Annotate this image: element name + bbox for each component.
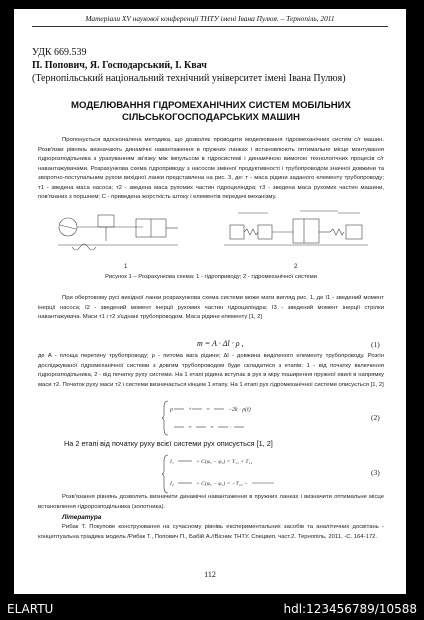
- paragraph-conclusion: Розв'язання рівнянь дозволить визначити динамічні навантаження в пружних ланках і визначити оптимальне місце встановлення гідророзподільника (золотника).: [38, 494, 384, 510]
- svg-text:=: =: [188, 425, 193, 431]
- svg-text:I₁: I₁: [170, 459, 174, 465]
- affiliation: (Тернопільський національний технічний університет імені Івана Пулюя): [32, 73, 346, 84]
- conference-header: Матеріали XV наукової конференції ТНТУ імені Івана Пулюя. – Тернопіль, 2011: [85, 14, 335, 23]
- paper-title: МОДЕЛЮВАННЯ ГІДРОМЕХАНІЧНИХ СИСТЕМ МОБІЛЬНИХ СІЛЬСЬКОГОСПОДАРСЬКИХ МАШИН: [71, 100, 351, 123]
- paragraph-rotation: При обертовому русі вихідної ланки розрахункова схема системи може мати вигляд рис. 1, де І1 - зведений момент інерції насоса; І2 - зведений момент інерції рухомих частин гідроциліндра; І3 - зведений момент інерції стрілки навантажувача. Маси т1 і т2 з'єднані трубопроводом. Маса рідини елементу [1, 2]: [38, 295, 384, 320]
- hydraulic-drive-scheme: [58, 215, 178, 250]
- svg-text:+ C(φ₂ − φ₁) = −T₁₂ −: + C(φ₂ − φ₁) = −T₁₂ −: [196, 481, 248, 487]
- svg-text:=: =: [206, 407, 211, 413]
- svg-text:+: +: [188, 407, 193, 413]
- svg-text:−2k · ρ(t): −2k · ρ(t): [228, 407, 251, 413]
- figure-caption: Рисунок 1 – Розрахункова схема: 1 - гідроприводу; 2 - гідромеханічної системи: [105, 274, 317, 280]
- svg-text:+ C(φ₁ − φ₂) = T₁₁ + T₁₂: + C(φ₁ − φ₂) = T₁₁ + T₁₂: [196, 459, 253, 465]
- equation-1: m = A · Δl · ρ ,: [197, 339, 244, 348]
- reference-item: Рибак Т. Покупове конструювання на сучасному рівнівь експериментальних засобів та аналітичних досвітань - концептуальна тріадика модель /Рибак Т., Попович П., Бабій А.//Вісник ТНТУ. Спецвип. част.2. Тернопіль, 2011. -С. 164-172.: [38, 524, 384, 540]
- udc-code: УДК 669.539: [32, 47, 87, 58]
- svg-text:I₂: I₂: [170, 481, 174, 487]
- svg-text:=: =: [210, 425, 215, 431]
- repository-name: ELARTU: [7, 602, 54, 616]
- figure-2-label: 2: [294, 264, 298, 270]
- equation-2-number: (2): [371, 413, 380, 422]
- page-number: 112: [204, 570, 216, 579]
- equation-2-system: [162, 399, 282, 437]
- references-heading: Література: [62, 514, 102, 521]
- handle-identifier[interactable]: hdl:123456789/10588: [283, 602, 417, 616]
- equation-1-number: (1): [371, 340, 380, 349]
- header-rule: [32, 26, 388, 27]
- paragraph-stages: де A - площа перетину трубопроводу; ρ - питома вага рідини; Δl - довжина виділеного елементу трубопроводу. Розгін досліджуваної гідромеханічної системи з довгим трубопроводом буде складатися з етапів: 1 - від початку включення гідророзподільника, 2 - від початку руху системи. На 1 етапі рідина вступає в рух в міру поширення пружної хвилі в напрямку маси т2. Початок руху маси т2 і системи визначається кінцем 1 етапу. На 1 етапі рух гідромеханічної системи описується [1, 2]: [38, 353, 384, 388]
- figure-schemes: [38, 205, 384, 273]
- svg-text:·: ·: [230, 425, 232, 431]
- paragraph-intro: Пропонується вдосконалена методика, що дозволяє проводити моделювання гідромеханічних систем с/г машин. Розв'язки рівнянь визначають динамічні навантаження в пружних ланках і встановлюють оптимальне місце монтування гідророзподільника з урахуванням зв'язку між імпульсом в гідросистемі і динамічною вимогою технологічних процесів с/г навантажувачами. Розрахункова схема гідроприводу з насосом змінної продуктивності і трубопроводом значної довжини та зворотно-поступальним рухом вихідної ланки представлена на рис. 3, де: т - маса рідини заданого елементу трубопроводу; т1 - зведена маса насоса; т2 - зведена маса рухомих частин гідроциліндра; т3 - зведена маса рухомих частин машини, пов'язаних з поршнем; С - приведена жорсткість штоку і елементів передачі механізму.: [38, 137, 384, 200]
- svg-text:ρ: ρ: [170, 407, 173, 413]
- equation-3-number: (3): [371, 468, 380, 477]
- figure-1-label: 1: [124, 264, 128, 270]
- stage-2-text: На 2 етапі від початку руху всієї системи рух описується [1, 2]: [64, 439, 273, 448]
- hydromechanical-scheme: [224, 211, 368, 245]
- paper-page: [14, 9, 406, 594]
- authors: П. Попович, Я. Господарський, І. Квач: [32, 60, 207, 71]
- equation-3-system: [162, 453, 292, 497]
